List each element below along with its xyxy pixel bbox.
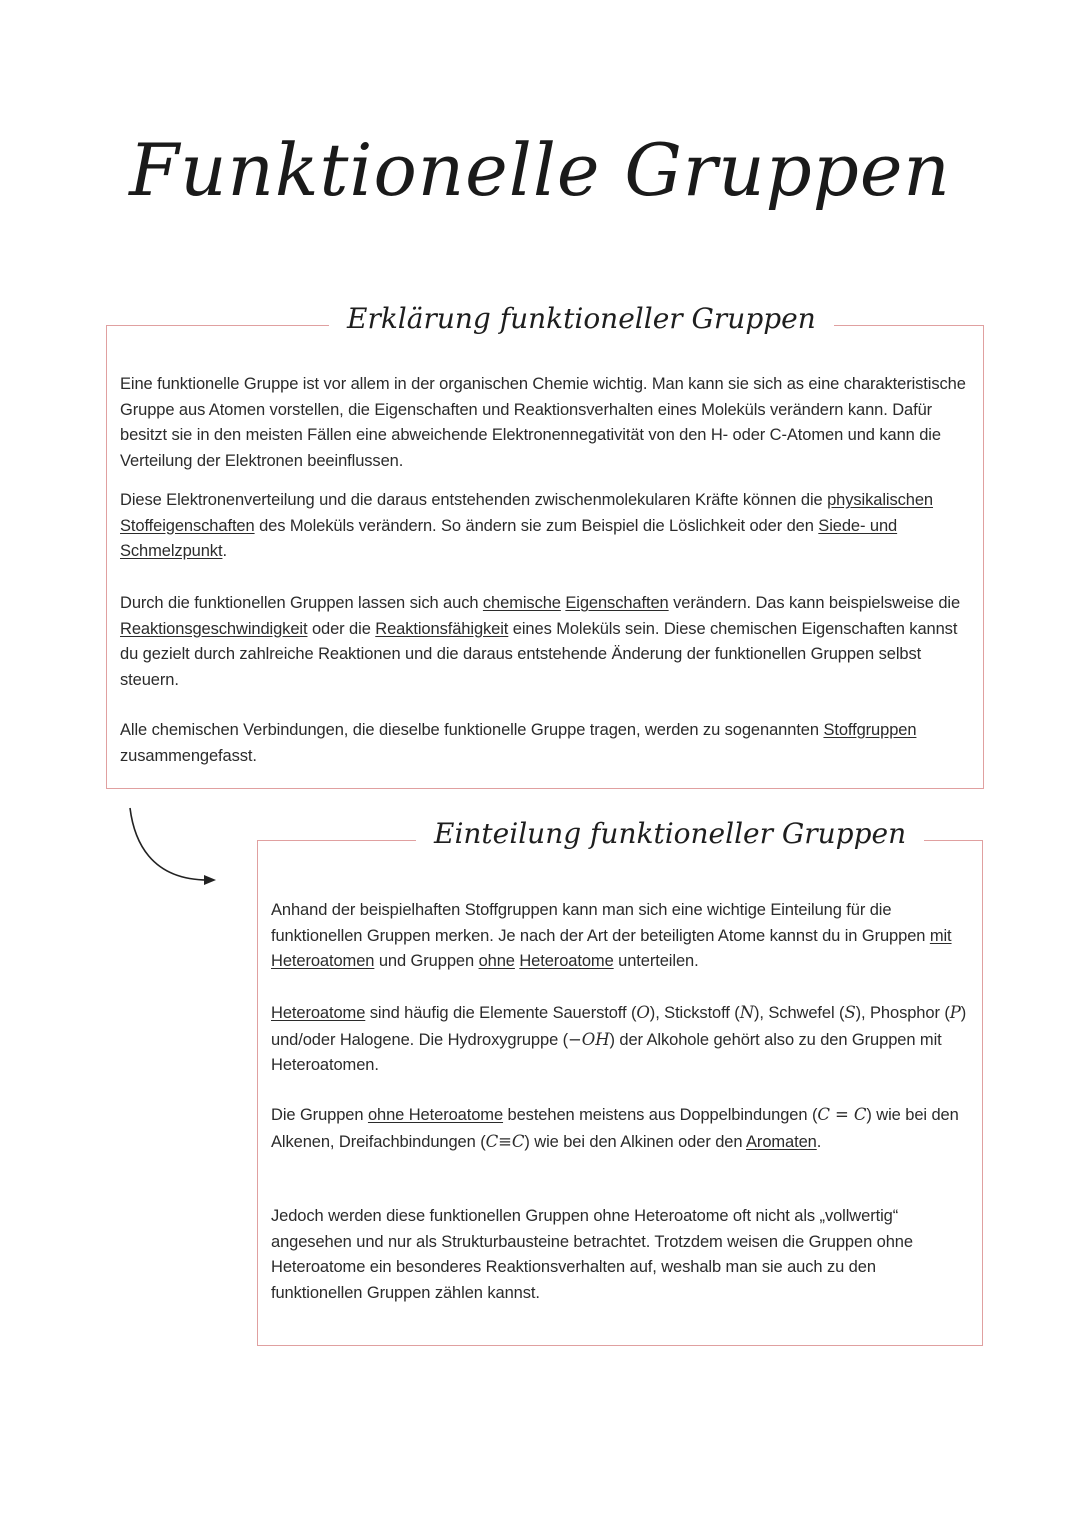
term-stoffgruppen: Stoffgruppen — [823, 721, 917, 739]
formula-triple-bond: C≡C — [485, 1131, 525, 1151]
classification-paragraph-2: Heteroatome sind häufig die Elemente Sauerstoff (O), Stickstoff (N), Schwefel (S), Phosphor (P) und/oder Halogene. Die Hydroxygruppe (−OH) der Alkohole gehört also zu den Gruppen mit Heteroatomen. — [271, 1003, 967, 1074]
term-stoffeigenschaften: Stoffeigenschaften — [120, 516, 255, 535]
classification-box — [257, 817, 983, 1346]
term-aromaten: Aromaten — [746, 1132, 817, 1151]
term-chemische: chemische — [482, 594, 561, 612]
term-reaktionsfaehigkeit: Reaktionsfähigkeit — [375, 619, 509, 638]
formula-S: S — [844, 1003, 856, 1022]
term-mit-heteroatomen: mit Heteroatomen — [271, 926, 952, 970]
explanation-paragraph-1: Eine funktionelle Gruppe ist vor allem in der organischen Chemie wichtig. Man kann sie sich as eine charakteristische Gruppe aus Atomen vorstellen, die Eigenschaften und Reaktionsverhalten eines Moleküls verändern kann. Dafür besitzt sie in den meisten Fällen eine abweichende Elektronennegativität von den H- oder C-Atomen und kann die Verteilung der Elektronen beeinflussen. — [120, 375, 966, 470]
explanation-paragraph-3: Durch die funktionellen Gruppen lassen sich auch chemische Eigenschaften verändern. Das kann beispielsweise die Reaktionsgeschwindigkeit oder die Reaktionsfähigkeit eines Moleküls sein. Diese chemischen Eigenschaften kannst du gezielt durch zahlreiche Reaktionen und die daraus entstehende Änderung der funktionellen Gruppen selbst steuern. — [120, 594, 961, 689]
term-ohne: ohne — [478, 952, 515, 970]
classification-paragraph-1: Anhand der beispielhaften Stoffgruppen kann man sich eine wichtige Einteilung für die funktionellen Gruppen merken. Je nach der Art der beteiligten Atome kannst du in Gruppen mit Heteroatomen und Gruppen ohne Heteroatome unterteilen. — [271, 901, 952, 970]
explanation-heading: Erklärung funktioneller Gruppen — [329, 302, 834, 335]
formula-P: P — [949, 1003, 961, 1022]
formula-O: O — [636, 1003, 650, 1022]
explanation-paragraph-2: Diese Elektronenverteilung und die daraus entstehenden zwischenmolekularen Kräfte können die physikalischen Stoffeigenschaften des Moleküls verändern. So ändern sie zum Beispiel die Löslichkeit oder den Siede- und Schmelzpunkt. — [120, 491, 933, 560]
classification-heading: Einteilung funktioneller Gruppen — [416, 817, 924, 850]
formula-OH: −OH — [568, 1029, 610, 1049]
term-reaktionsgeschwindigkeit: Reaktionsgeschwindigkeit — [120, 619, 308, 638]
curved-arrow-icon — [120, 800, 230, 895]
term-heteroatome: Heteroatome — [519, 952, 614, 970]
term-siede-schmelzpunkt: Siede- und Schmelzpunkt — [120, 516, 898, 560]
term-heteroatome-definition: Heteroatome — [271, 1004, 366, 1022]
formula-N: N — [739, 1003, 755, 1022]
term-eigenschaften: Eigenschaften — [565, 594, 669, 612]
classification-paragraph-4: Jedoch werden diese funktionellen Gruppen ohne Heteroatome oft nicht als „vollwertig“ angesehen und nur als Strukturbausteine betrachtet. Trotzdem weisen die Gruppen ohne Heteroatome ein besonderes Reaktionsverhalten auf, weshalb man sie auch zu den funktionellen Gruppen zählen kannst. — [271, 1207, 913, 1302]
formula-double-bond: C = C — [817, 1105, 867, 1124]
explanation-box — [106, 302, 984, 789]
classification-paragraph-3: Die Gruppen ohne Heteroatome bestehen meistens aus Doppelbindungen (C = C) wie bei den Alkenen, Dreifachbindungen (C≡C) wie bei den Alkinen oder den Aromaten. — [271, 1105, 959, 1151]
term-ohne-heteroatome: ohne Heteroatome — [367, 1106, 504, 1124]
page-title: Funktionelle Gruppen — [129, 128, 951, 212]
term-physikalischen: physikalischen — [827, 491, 933, 509]
explanation-paragraph-4: Alle chemischen Verbindungen, die dieselbe funktionelle Gruppe tragen, werden zu sogenannten Stoffgruppen zusammengefasst. — [120, 721, 917, 765]
